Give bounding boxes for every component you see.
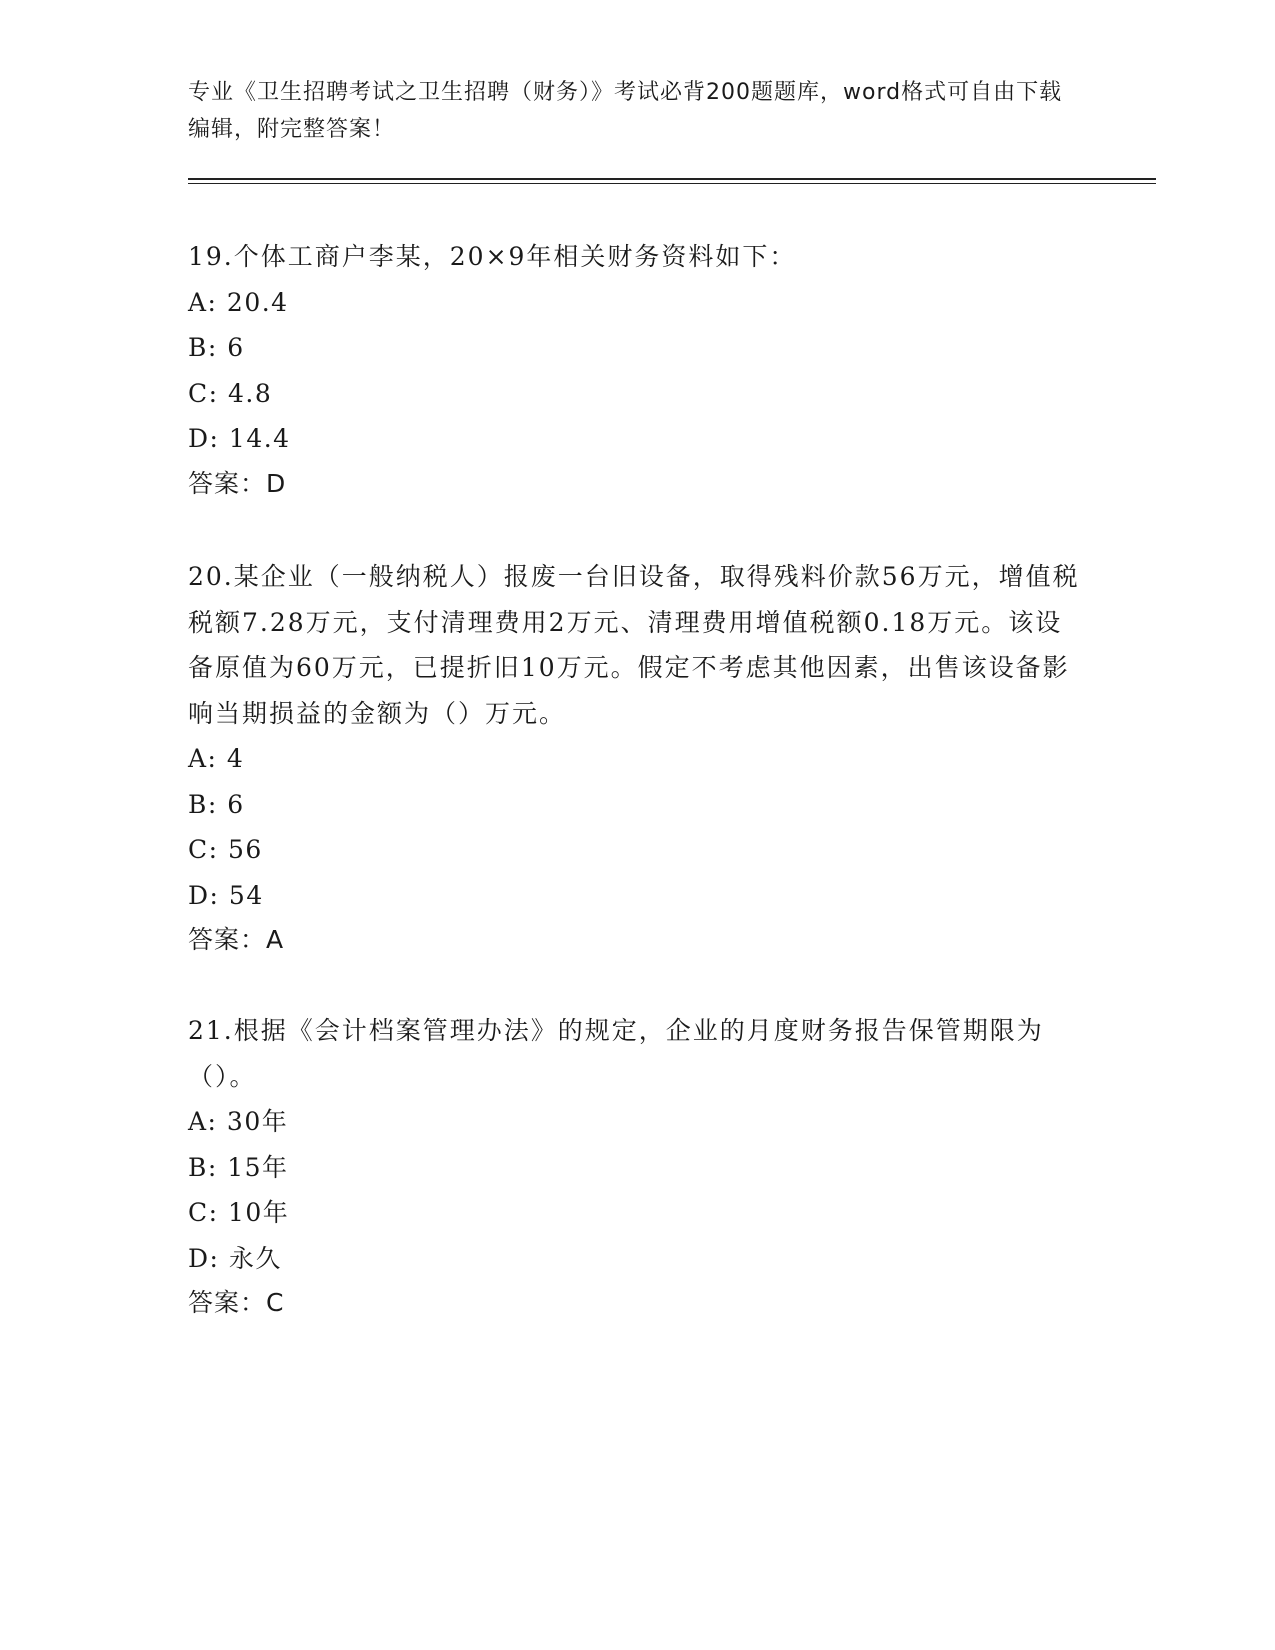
question-stem: 19.个体工商户李某，20×9年相关财务资料如下：	[188, 242, 797, 271]
option-b: B: 15年	[188, 1152, 289, 1182]
option-c: C: 56	[188, 835, 263, 864]
question-stem: 20.某企业（一般纳税人）报废一台旧设备，取得残料价款56万元，增值税税额7.28万元，支付清理费用2万元、清理费用增值税额0.18万元。该设备原值为60万元，已提折旧10万元。假定不考虑其他因素，出售该设备影响当期损益的金额为（）万元。	[188, 562, 1080, 728]
answer: 答案：C	[188, 1288, 285, 1317]
option-d: D: 54	[188, 880, 264, 910]
question-21	[188, 1008, 1088, 1325]
question-19	[188, 234, 1088, 506]
answer: 答案：A	[188, 925, 285, 954]
option-c: C: 10年	[188, 1198, 290, 1227]
question-stem: 21.根据《会计档案管理办法》的规定，企业的月度财务报告保管期限为（）。	[188, 1016, 1044, 1091]
option-a: A: 4	[188, 744, 245, 773]
question-20	[188, 554, 1088, 962]
option-b: B: 6	[188, 789, 245, 819]
option-b: B: 6	[188, 333, 245, 362]
document-intro: 专业《卫生招聘考试之卫生招聘（财务）》考试必背200题题库，word格式可自由下载编辑，附完整答案！	[188, 80, 1063, 142]
header-divider-thick	[188, 178, 1156, 180]
option-a: A: 20.4	[188, 287, 289, 317]
option-d: D: 14.4	[188, 424, 291, 453]
option-a: A: 30年	[188, 1107, 289, 1136]
header-divider-thin	[188, 183, 1156, 184]
answer: 答案：D	[188, 468, 287, 498]
option-d: D: 永久	[188, 1243, 282, 1273]
option-c: C: 4.8	[188, 378, 273, 408]
